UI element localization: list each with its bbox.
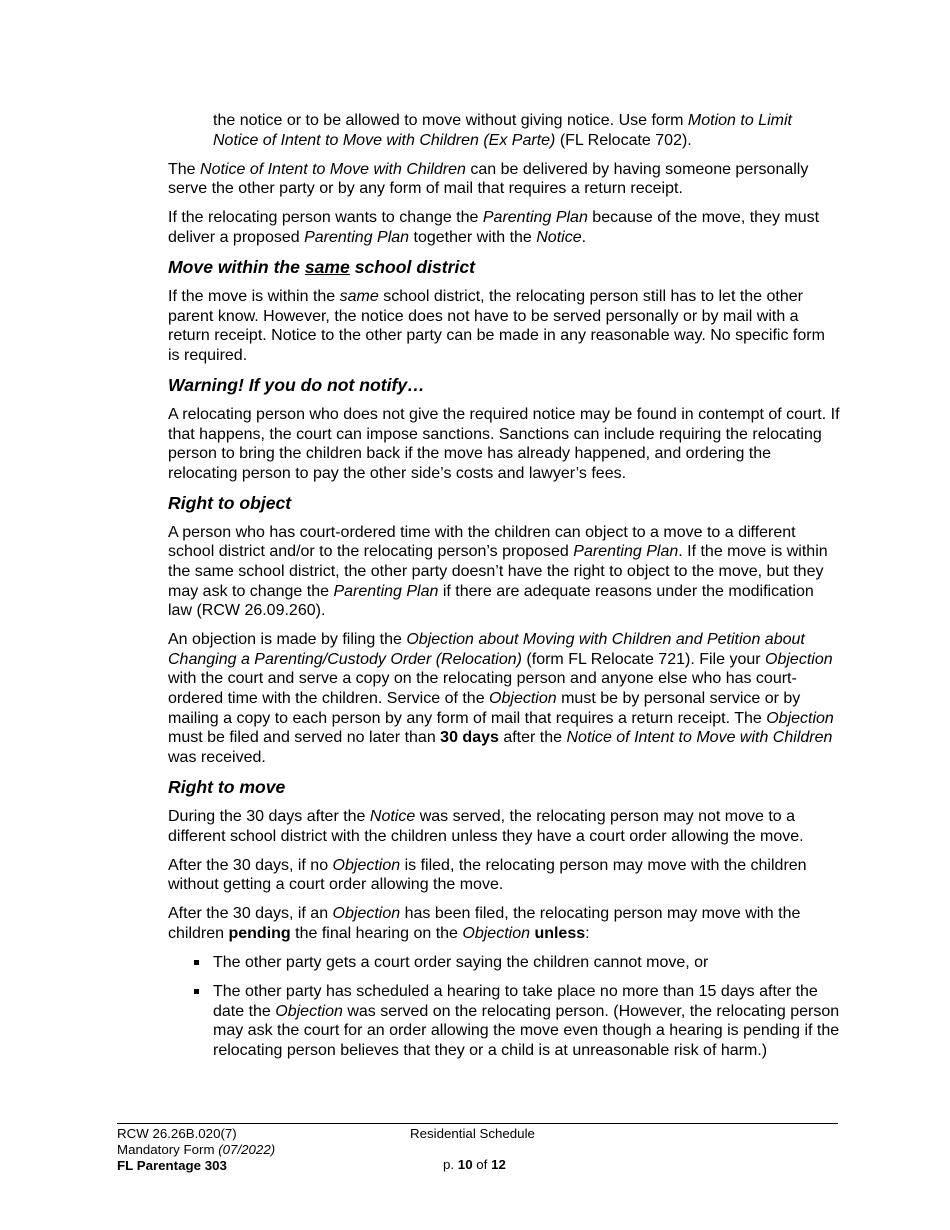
paragraph-object-how: An objection is made by filing the Objection about Moving with Children and Petition about Changing a Parenting/Custody Order (Relocation) (form FL Relocate 721). File your Objection with the court and serve a copy on the relocating person and anyone else who has court-ordered time with the children. Service of the Objection must be by personal service or by mailing a copy to each person by any form of mail that requires a return receipt. The Objection must be filed and served no later than 30 days after the Notice of Intent to Move with Children was received. [168,631,834,766]
paragraph-warning: A relocating person who does not give the required notice may be found in contempt of court. If that happens, the court can impose sanctions. Sanctions can include requiring the relocating person to bring the children back if the move has already happened, and ordering the relocating person to pay the other side’s costs and lawyer’s fees. [168,405,840,482]
paragraph-move-objection-filed: After the 30 days, if an Objection has been filed, the relocating person may move with the children pending the final hearing on the Objection unless: [168,905,801,942]
heading-warning: Warning! If you do not notify… [168,374,425,395]
heading-right-to-object: Right to object [168,492,292,513]
heading-same-district: Move within the same school district [168,257,475,278]
paragraph-move-30-days: During the 30 days after the Notice was served, the relocating person may not move to a different school district with the children unless they have a court order allowing the move. [168,807,804,845]
paragraph-limit-notice: the notice or to be allowed to move without giving notice. Use form Motion to Limit Notice of Intent to Move with Children (Ex Parte) (FL Relocate 702). [213,112,792,149]
paragraph-delivery: The Notice of Intent to Move with Children can be delivered by having someone personally serve the other party or by any form of mail that requires a return receipt. [168,160,809,198]
footer-statute: RCW 26.26B.020(7) [117,1126,237,1141]
footer-page-number: p. 10 of 12 [443,1157,506,1172]
footer-title: Residential Schedule [410,1126,535,1141]
document-body [168,111,840,1070]
paragraph-object-who: A person who has court-ordered time with the children can object to a move to a different school district and/or to the relocating person’s proposed Parenting Plan. If the move is within the same school district, the other party doesn’t have the right to object to the move, but they may ask to change the Parenting Plan if there are adequate reasons under the modification law (RCW 26.09.260). [168,523,828,620]
paragraph-parenting-plan: If the relocating person wants to change the Parenting Plan because of the move, they must deliver a proposed Parenting Plan together with the Notice. [168,209,820,246]
bullet-list-exceptions [168,953,840,1060]
paragraph-same-district: If the move is within the same school district, the relocating person still has to let the other parent know. However, the notice does not have to be served personally or by mail with a return receipt. Notice to the other party can be made in any reasonable way. No specific form is required. [168,288,825,364]
footer-form-info [117,1126,275,1174]
paragraph-move-no-objection: After the 30 days, if no Objection is filed, the relocating person may move with the children without getting a court order allowing the move. [168,856,807,894]
list-item: The other party has scheduled a hearing to take place no more than 15 days after the date the Objection was served on the relocating person. (However, the relocating person may ask the court for an order allowing the move even though a hearing is pending if the relocating person believes that they or a child is at unreasonable risk of harm.) [168,982,840,1060]
list-item: The other party gets a court order saying the children cannot move, or [168,953,840,973]
footer-divider [117,1123,838,1124]
heading-right-to-move: Right to move [168,776,286,797]
footer-form-id: FL Parentage 303 [117,1158,227,1173]
footer-mandatory-form: Mandatory Form (07/2022) [117,1142,276,1157]
